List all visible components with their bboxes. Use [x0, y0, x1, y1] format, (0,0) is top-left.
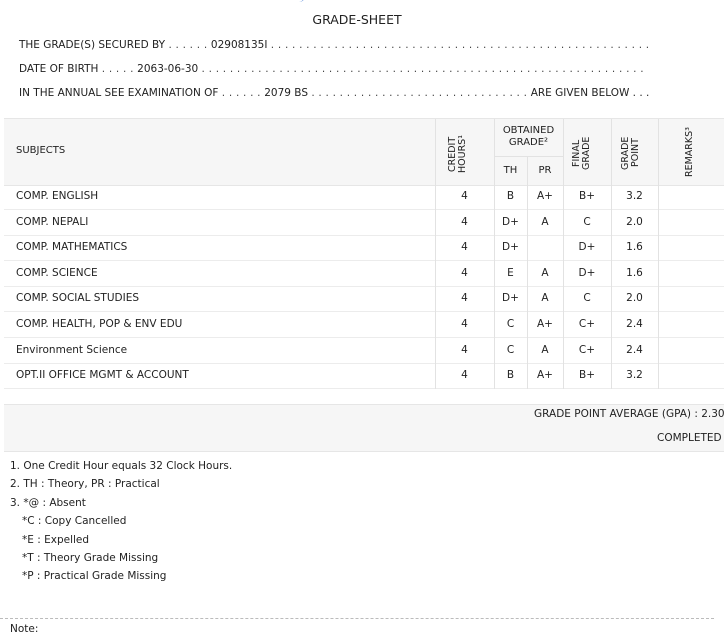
final-grade-cell: D+: [578, 241, 596, 254]
page-title: GRADE-SHEET: [312, 12, 402, 27]
gpa-section: [4, 404, 724, 452]
final-grade-cell: C+: [578, 343, 596, 356]
final-grade-cell: B+: [578, 369, 595, 382]
table-row: [4, 235, 724, 261]
dob-value: 2063-06-30: [137, 63, 199, 75]
table-row: [4, 261, 724, 287]
subject-cell: COMP. HEALTH, POP & ENV EDU: [16, 318, 183, 330]
credit-hours-cell: 4: [461, 190, 468, 202]
header-remarks: REMARKS³: [684, 127, 695, 177]
pr-grade-cell: A: [541, 215, 549, 228]
pr-grade-cell: [527, 235, 563, 260]
footnote-3-e: *E : Expelled: [22, 533, 90, 546]
th-grade-cell: D+: [502, 241, 519, 254]
completed-status: COMPLETED: [657, 432, 722, 444]
header-grade-point: GRADE POINT: [620, 136, 641, 170]
decorative-mark: [296, 0, 305, 2]
dob-label: DATE OF BIRTH: [19, 63, 99, 75]
footnote-3: 3. *@ : Absent: [10, 496, 86, 509]
header-obtained-grade: OBTAINED GRADE²: [502, 125, 555, 148]
subject-cell: OPT.II OFFICE MGMT & ACCOUNT: [16, 369, 189, 382]
table-row: [4, 210, 724, 236]
secured-by-value: 02908135I: [210, 39, 268, 51]
header-final-grade: FINAL GRADE: [571, 136, 592, 170]
table-header: [4, 118, 724, 186]
header-subjects: SUBJECTS: [16, 145, 66, 156]
credit-hours-cell: 4: [461, 369, 468, 382]
th-grade-cell: D+: [502, 292, 519, 305]
footnote-1: 1. One Credit Hour equals 32 Clock Hours.: [10, 460, 233, 472]
exam-line: IN THE ANNUAL SEE EXAMINATION OF . . . . . . 2079 BS . . . . . . . . . . . . . . . . . . . . . . . . . . . . . . . ARE GIVEN BELOW . . .: [19, 87, 650, 99]
credit-hours-cell: 4: [461, 343, 468, 356]
credit-hours-cell: 4: [461, 241, 468, 254]
subject-cell: COMP. NEPALI: [16, 215, 89, 228]
th-grade-cell: C: [506, 343, 515, 356]
footnote-2: 2. TH : Theory, PR : Practical: [10, 478, 160, 491]
header-credit-hours: CREDIT HOURS¹: [447, 135, 468, 174]
divider: [0, 618, 714, 619]
credit-hours-cell: 4: [461, 292, 468, 305]
secured-by-line: THE GRADE(S) SECURED BY . . . . . . 02908135I . . . . . . . . . . . . . . . . . . . . . . . . . . . . . . . . . . . . . . . . . . . . . . . . . . . . . .: [19, 39, 650, 51]
dob-line: DATE OF BIRTH . . . . . 2063-06-30 . . . . . . . . . . . . . . . . . . . . . . . . . . . . . . . . . . . . . . . . . . . . . . . . . . . . . . . . . . . . . . .: [19, 63, 644, 75]
exam-suffix: ARE GIVEN BELOW . . .: [530, 87, 650, 99]
grade-point-cell: 2.0: [626, 292, 643, 305]
grade-point-cell: 1.6: [626, 266, 643, 279]
header-th: TH: [503, 165, 518, 176]
footnote-3-p: *P : Practical Grade Missing: [22, 570, 167, 583]
exam-value: 2079 BS: [264, 87, 308, 99]
subject-cell: COMP. SCIENCE: [16, 266, 98, 279]
grade-point-cell: 2.4: [626, 318, 643, 330]
pr-grade-cell: A+: [537, 369, 553, 382]
pr-grade-cell: A+: [537, 318, 553, 330]
grade-point-cell: 3.2: [626, 190, 643, 202]
pr-grade-cell: A: [541, 266, 549, 279]
final-grade-cell: B+: [578, 190, 595, 202]
table-row: [4, 286, 724, 312]
header-pr: PR: [538, 165, 552, 176]
grade-point-cell: 1.6: [626, 241, 643, 254]
th-grade-cell: C: [506, 318, 515, 330]
credit-hours-cell: 4: [461, 266, 468, 279]
th-grade-cell: D+: [502, 215, 519, 228]
final-grade-cell: C: [583, 215, 591, 228]
footnote-3-c: *C : Copy Cancelled: [22, 515, 127, 528]
table-row: [4, 312, 724, 338]
footnote-3-t: *T : Theory Grade Missing: [22, 552, 159, 565]
secured-by-label: THE GRADE(S) SECURED BY: [19, 39, 166, 51]
grade-point-cell: 3.2: [626, 369, 643, 382]
final-grade-cell: D+: [578, 266, 596, 279]
subject-cell: COMP. ENGLISH: [16, 190, 99, 202]
note-label: Note:: [10, 623, 39, 635]
pr-grade-cell: A+: [537, 190, 553, 202]
credit-hours-cell: 4: [461, 215, 468, 228]
table-row: [4, 363, 724, 389]
subject-cell: COMP. SOCIAL STUDIES: [16, 292, 140, 305]
subject-cell: Environment Science: [16, 343, 128, 356]
final-grade-cell: C+: [578, 318, 596, 330]
grade-point-cell: 2.4: [626, 343, 643, 356]
footnotes: [10, 457, 232, 586]
th-grade-cell: B: [506, 190, 515, 202]
grade-point-cell: 2.0: [626, 215, 643, 228]
final-grade-cell: C: [583, 292, 591, 305]
pr-grade-cell: A: [541, 292, 549, 305]
gpa-value: GRADE POINT AVERAGE (GPA) : 2.30: [534, 408, 725, 420]
exam-label: IN THE ANNUAL SEE EXAMINATION OF: [19, 87, 219, 99]
table-row: [4, 184, 724, 210]
th-grade-cell: E: [507, 266, 514, 279]
credit-hours-cell: 4: [461, 318, 468, 330]
th-grade-cell: B: [506, 369, 515, 382]
subject-cell: COMP. MATHEMATICS: [16, 241, 128, 254]
table-row: [4, 338, 724, 364]
pr-grade-cell: A: [541, 343, 549, 356]
